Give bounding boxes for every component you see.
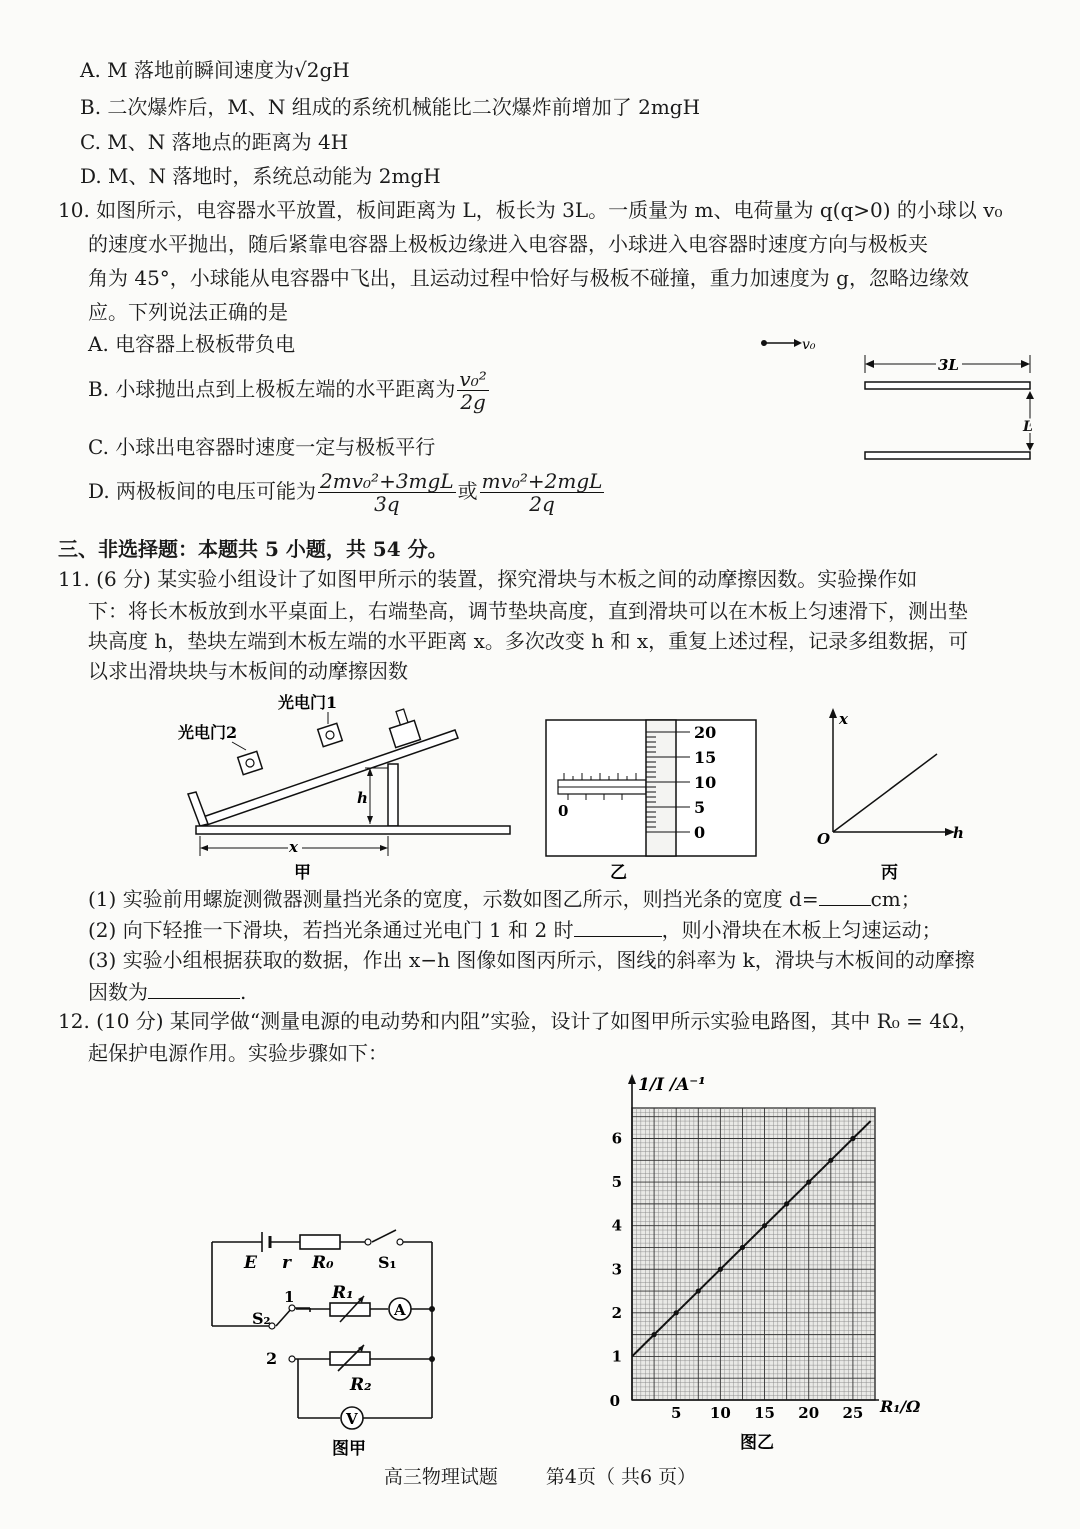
q11-part-3-line-1: (3) 实验小组根据获取的数据，作出 x−h 图像如图丙所示，图线的斜率为 k，滑块与木板间的动摩擦 xyxy=(88,948,975,972)
y-tick-label: 3 xyxy=(611,1260,622,1279)
x-h-graph-origin-label: O xyxy=(817,830,831,848)
circuit-label-r1: R₁ xyxy=(332,1283,354,1303)
height-h-label: h xyxy=(357,789,368,807)
q10-option-b xyxy=(88,368,491,413)
circuit-label-s1: S₁ xyxy=(378,1253,397,1272)
q10-option-d-or: 或 xyxy=(457,479,478,503)
circuit-label-r2: R₂ xyxy=(350,1375,372,1395)
x-h-graph-x-axis-label: x xyxy=(839,710,848,728)
data-point xyxy=(674,1310,679,1315)
chart-caption: 图乙 xyxy=(740,1433,774,1453)
micrometer-tick-5: 5 xyxy=(694,798,706,817)
micrometer-figure xyxy=(540,712,770,890)
q9-option-c: C. M、N 落地点的距离为 4H xyxy=(80,130,349,154)
footer-subject: 高三物理试题 xyxy=(383,1466,498,1488)
capacitor-v0-label: v₀ xyxy=(802,337,816,353)
x-tick-label: 5 xyxy=(670,1404,682,1422)
incline-apparatus-figure xyxy=(170,688,520,888)
lower-plate xyxy=(865,452,1030,459)
upper-plate xyxy=(865,382,1030,389)
circuit-label-r0: R₀ xyxy=(312,1253,334,1273)
micrometer-tick-20: 20 xyxy=(694,723,717,742)
q10-stem-line-3: 角为 45°，小球能从电容器中飞出，且运动过程中恰好与极板不碰撞，重力加速度为 g，忽略边缘效 xyxy=(88,266,969,290)
circuit-terminal-1: 1 xyxy=(284,1288,295,1306)
q11-part-2 xyxy=(88,916,942,944)
data-point xyxy=(828,1158,833,1163)
q11-part-3-blank[interactable] xyxy=(148,978,240,999)
x-tick-label: 10 xyxy=(709,1404,731,1422)
circuit-terminal-2: 2 xyxy=(266,1349,278,1368)
q10-option-b-fraction: $\frac{\text{v₀²}}{2g}$ xyxy=(459,367,487,414)
data-point xyxy=(762,1223,767,1228)
inverse-current-vs-resistance-chart xyxy=(590,1070,940,1460)
q11-part-1 xyxy=(88,885,921,913)
q11-part-3-line-2 xyxy=(88,978,246,1006)
micrometer-tick-10: 10 xyxy=(694,773,717,792)
x-h-graph-h-axis-label: h xyxy=(953,824,964,842)
x-tick-label: 20 xyxy=(798,1404,820,1422)
y-tick-label: 6 xyxy=(611,1129,622,1148)
micrometer-thimble xyxy=(646,720,676,856)
y-tick-label: 2 xyxy=(611,1303,622,1322)
chart-y-axis-label: 1/I /A⁻¹ xyxy=(638,1075,706,1095)
micrometer-tick-0: 0 xyxy=(694,823,706,842)
circuit-caption: 图甲 xyxy=(332,1439,366,1459)
q11-part-2-text: (2) 向下轻推一下滑块，若挡光条通过光电门 1 和 2 时 xyxy=(88,918,574,942)
circuit-label-r: r xyxy=(282,1253,291,1273)
capacitor-figure xyxy=(750,325,1050,475)
q9-option-d: D. M、N 落地时，系统总动能为 2mgH xyxy=(80,164,441,188)
figure-bing-caption: 丙 xyxy=(881,863,898,883)
q11-stem-line-2: 下：将长木板放到水平桌面上，右端垫高，调节垫块高度，直到滑块可以在木板上匀速滑下，测出垫 xyxy=(88,599,968,623)
y-tick-label: 5 xyxy=(611,1173,622,1192)
x-h-graph-figure xyxy=(805,700,975,890)
q10-stem-line-2: 的速度水平抛出，随后紧靠电容器上极板边缘进入电容器，小球进入电容器时速度方向与极板夹 xyxy=(88,232,928,256)
q12-stem-line-1: 12. (10 分) 某同学做“测量电源的电动势和内阻”实验，设计了如图甲所示实验电路图，其中 R₀ = 4Ω， xyxy=(58,1009,979,1033)
q12-stem-line-2: 起保护电源作用。实验步骤如下： xyxy=(88,1041,388,1065)
ammeter-label: A xyxy=(394,1301,406,1319)
circuit-diagram xyxy=(200,1218,450,1468)
table-surface xyxy=(196,826,510,834)
q11-part-1-blank[interactable] xyxy=(819,885,871,906)
gate-2-label: 光电门2 xyxy=(178,723,238,742)
chart-origin-label: 0 xyxy=(609,1392,620,1410)
micrometer-tick-15: 15 xyxy=(694,748,717,767)
x-h-graph-line xyxy=(833,754,937,832)
capacitor-l-label: L xyxy=(1023,419,1033,435)
page-footer xyxy=(0,1462,1080,1489)
q11-part-1-unit: cm； xyxy=(870,887,921,911)
x-tick-label: 25 xyxy=(842,1404,864,1422)
q9-option-b: B. 二次爆炸后，M、N 组成的系统机械能比二次爆炸前增加了 2mgH xyxy=(80,95,701,119)
data-point xyxy=(740,1245,745,1250)
gate-1-label: 光电门1 xyxy=(278,693,338,712)
q11-part-2-blank[interactable] xyxy=(574,916,662,937)
q10-option-b-text: B. 小球抛出点到上极板左端的水平距离为 xyxy=(88,377,456,401)
q11-part-3-period: . xyxy=(240,980,247,1004)
distance-x-label: x xyxy=(289,838,298,856)
q11-part-2-tail: ，则小滑块在木板上匀速运动； xyxy=(661,918,942,942)
chart-x-axis-label: R₁/Ω xyxy=(880,1397,921,1416)
q10-stem-line-1: 10. 如图所示，电容器水平放置，板间距离为 L，板长为 3L。一质量为 m、电荷量为 q(q>0) 的小球以 v₀ xyxy=(58,198,1003,222)
q10-option-d-text: D. 两极板间的电压可能为 xyxy=(88,479,317,503)
q10-option-c: C. 小球出电容器时速度一定与极板平行 xyxy=(88,435,436,459)
q10-option-a: A. 电容器上极板带负电 xyxy=(88,332,296,356)
data-point xyxy=(850,1136,855,1141)
data-point xyxy=(806,1179,811,1184)
q11-part-3-text: 因数为 xyxy=(88,980,148,1004)
q10-option-d xyxy=(88,470,606,515)
support-block xyxy=(388,764,398,826)
figure-yi-caption: 乙 xyxy=(610,863,627,883)
photogate-1 xyxy=(318,723,343,746)
data-point xyxy=(651,1332,656,1337)
q10-stem-line-4: 应。下列说法正确的是 xyxy=(88,300,288,324)
data-point xyxy=(718,1267,723,1272)
q11-stem-line-3: 块高度 h，垫块左端到木板左端的水平距离 x。多次改变 h 和 x，重复上述过程，记录多组数据，可 xyxy=(88,629,969,653)
footer-page-number: 第4页（ 共6 页） xyxy=(545,1466,697,1488)
circuit-label-s2: S₂ xyxy=(252,1309,271,1328)
q11-part-1-text: (1) 实验前用螺旋测微器测量挡光条的宽度，示数如图乙所示，则挡光条的宽度 d= xyxy=(88,887,819,911)
q11-stem-line-1: 11. (6 分) 某实验小组设计了如图甲所示的装置，探究滑块与木板之间的动摩擦因数。实验操作如 xyxy=(58,567,918,591)
q10-option-d-fraction-2: $\frac{\text{mv₀²+2mgL}}{2q}$ xyxy=(481,469,603,516)
x-tick-label: 15 xyxy=(754,1404,775,1422)
y-tick-label: 1 xyxy=(611,1347,622,1366)
q10-option-d-fraction-1: $\frac{\text{2mv₀²+3mgL}}{3q}$ xyxy=(320,469,454,516)
section-3-heading: 三、非选择题：本题共 5 小题，共 54 分。 xyxy=(58,537,448,561)
figure-jia-caption: 甲 xyxy=(294,863,311,883)
voltmeter-label: V xyxy=(346,1410,358,1428)
chart-y-axis-arrow xyxy=(628,1074,636,1084)
photogate-2 xyxy=(238,751,263,774)
q9-option-a: A. M 落地前瞬间速度为√2gH xyxy=(80,58,350,82)
micrometer-sleeve-zero: 0 xyxy=(558,802,569,820)
data-point xyxy=(696,1288,701,1293)
circuit-label-e: E xyxy=(244,1253,257,1273)
capacitor-3l-label: 3L xyxy=(938,356,959,374)
data-point xyxy=(784,1201,789,1206)
y-tick-label: 4 xyxy=(611,1216,622,1235)
q11-stem-line-4: 以求出滑块块与木板间的动摩擦因数 xyxy=(88,659,408,683)
